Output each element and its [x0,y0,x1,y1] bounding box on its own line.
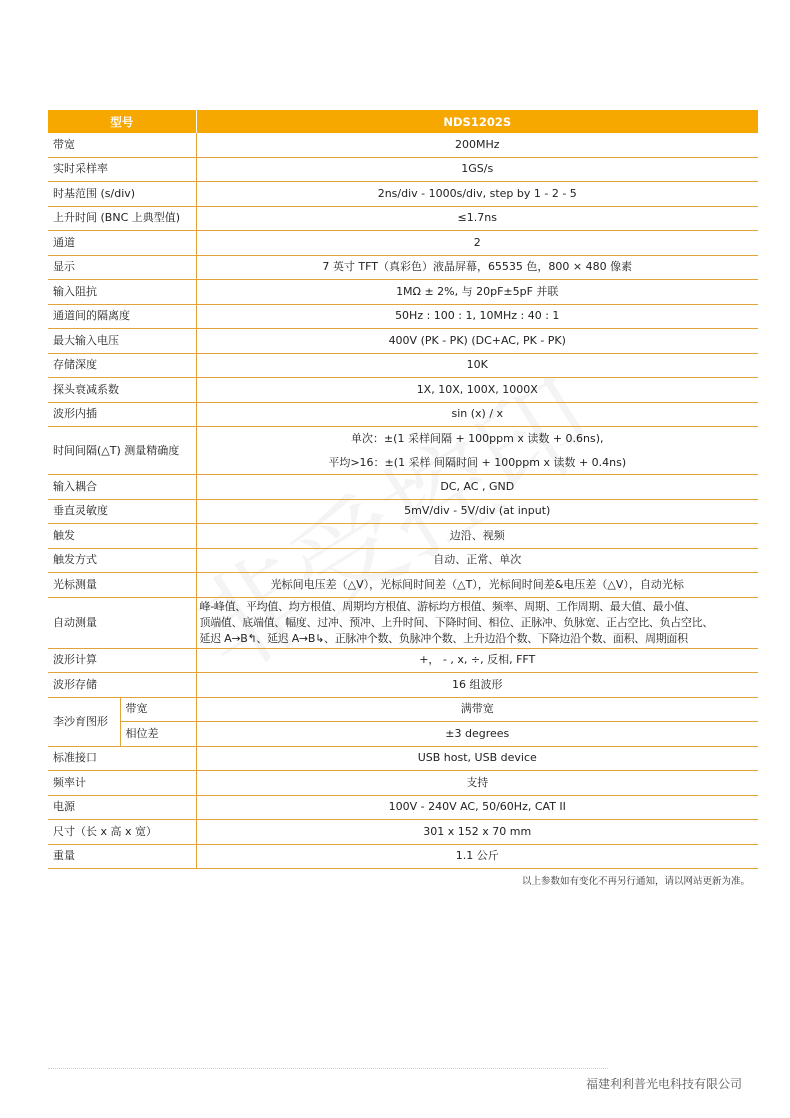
spec-sheet [48,110,758,869]
table-row [48,378,758,403]
row-value: sin (x) / x [196,402,758,427]
table-row [48,280,758,305]
row-label: 探头衰减系数 [48,378,196,403]
auto-measure-line: 顶端值、底端值、幅度、过冲、预冲、上升时间、下降时间、相位、正脉冲、负脉宽、正占空比、负占空比、 [199,615,714,629]
table-row [48,329,758,354]
row-label: 垂直灵敏度 [48,499,196,524]
row-value: 1GS/s [196,157,758,182]
row-label: 时基范围 (s/div) [48,182,196,207]
disclaimer-note: 以上参数如有变化不再另行通知，请以网站更新为准。 [521,876,750,887]
footer-divider [48,1068,608,1069]
row-value: 5mV/div - 5V/div (at input) [196,499,758,524]
time-interval-single: 单次：±(1 采样间隔 + 100ppm x 读数 + 0.6ns), [350,432,604,445]
table-row-lissajous-phase [48,722,758,747]
row-value: 1X, 10X, 100X, 1000X [196,378,758,403]
row-label: 标准接口 [48,746,196,771]
row-value: 2 [196,231,758,256]
lissajous-phase-value: ±3 degrees [196,722,758,747]
time-interval-average: 平均>16：±(1 采样 间隔时间 + 100ppm x 读数 + 0.4ns) [328,455,627,469]
row-value: 301 x 152 x 70 mm [196,820,758,845]
table-row-auto-measure [48,597,758,648]
row-value: 16 组波形 [196,673,758,698]
row-label: 光标测量 [48,573,196,598]
table-row [48,795,758,820]
row-value-multiline [196,427,758,475]
lissajous-bandwidth-value: 满带宽 [196,697,758,722]
spec-table [48,110,758,869]
table-row [48,231,758,256]
lissajous-phase-label: 相位差 [120,722,196,747]
row-label: 重量 [48,844,196,869]
table-row-time-interval [48,427,758,475]
auto-measure-line: 延迟 A→B↰、延迟 A→B↳、正脉冲个数、负脉冲个数、上升边沿个数、下降边沿个数、面积、周期面积 [199,631,688,645]
row-value: 边沿、视频 [196,524,758,549]
row-label: 电源 [48,795,196,820]
row-value: 自动、正常、单次 [196,548,758,573]
table-row [48,475,758,500]
row-value: 50Hz : 100 : 1, 10MHz : 40 : 1 [196,304,758,329]
lissajous-label: 李沙育图形 [48,697,120,746]
row-label: 波形内插 [48,402,196,427]
row-value: 100V - 240V AC, 50/60Hz, CAT II [196,795,758,820]
table-row [48,673,758,698]
row-label: 通道间的隔离度 [48,304,196,329]
table-header [48,110,758,133]
row-value: DC, AC , GND [196,475,758,500]
lissajous-bandwidth-label: 带宽 [120,697,196,722]
row-label: 触发方式 [48,548,196,573]
row-value: 400V (PK - PK) (DC+AC, PK - PK) [196,329,758,354]
row-value: 10K [196,353,758,378]
row-label: 自动测量 [48,597,196,648]
table-row [48,573,758,598]
row-value: 7 英寸 TFT（真彩色）液晶屏幕，65535 色，800 × 480 像素 [196,255,758,280]
table-row [48,820,758,845]
row-label: 上升时间 (BNC 上典型值) [48,206,196,231]
row-value: 光标间电压差（△V），光标间时间差（△T），光标间时间差&电压差（△V），自动光标 [196,573,758,598]
row-value: +， - , x, ÷, 反相, FFT [196,648,758,673]
table-row [48,746,758,771]
table-row [48,353,758,378]
company-name: 福建利利普光电科技有限公司 [585,1077,742,1091]
row-label: 最大输入电压 [48,329,196,354]
table-row [48,499,758,524]
row-value: 支持 [196,771,758,796]
table-row [48,182,758,207]
row-label: 触发 [48,524,196,549]
table-row [48,771,758,796]
row-value: USB host, USB device [196,746,758,771]
table-row [48,648,758,673]
table-row-lissajous-bandwidth [48,697,758,722]
row-label: 实时采样率 [48,157,196,182]
row-label: 输入阻抗 [48,280,196,305]
row-label: 带宽 [48,133,196,157]
row-value: 1MΩ ± 2%, 与 20pF±5pF 并联 [196,280,758,305]
row-label: 时间间隔(△T) 测量精确度 [48,427,196,475]
row-label: 通道 [48,231,196,256]
table-row [48,524,758,549]
row-label: 存储深度 [48,353,196,378]
row-value: 2ns/div - 1000s/div, step by 1 - 2 - 5 [196,182,758,207]
row-label: 波形存储 [48,673,196,698]
row-value: 200MHz [196,133,758,157]
table-row [48,304,758,329]
row-label: 输入耦合 [48,475,196,500]
header-model-label: 型号 [48,110,196,133]
row-value: ≤1.7ns [196,206,758,231]
row-value-multiline [196,597,758,648]
table-row [48,548,758,573]
row-label: 频率计 [48,771,196,796]
row-label: 波形计算 [48,648,196,673]
table-row [48,133,758,157]
table-row [48,255,758,280]
table-row [48,402,758,427]
auto-measure-line: 峰-峰值、平均值、均方根值、周期均方根值、游标均方根值、频率、周期、工作周期、最大值、最小值、 [199,599,696,613]
header-model-value: NDS1202S [196,110,758,133]
table-row [48,157,758,182]
row-value: 1.1 公斤 [196,844,758,869]
table-row [48,206,758,231]
table-row [48,844,758,869]
row-label: 尺寸（长 x 高 x 宽） [48,820,196,845]
row-label: 显示 [48,255,196,280]
